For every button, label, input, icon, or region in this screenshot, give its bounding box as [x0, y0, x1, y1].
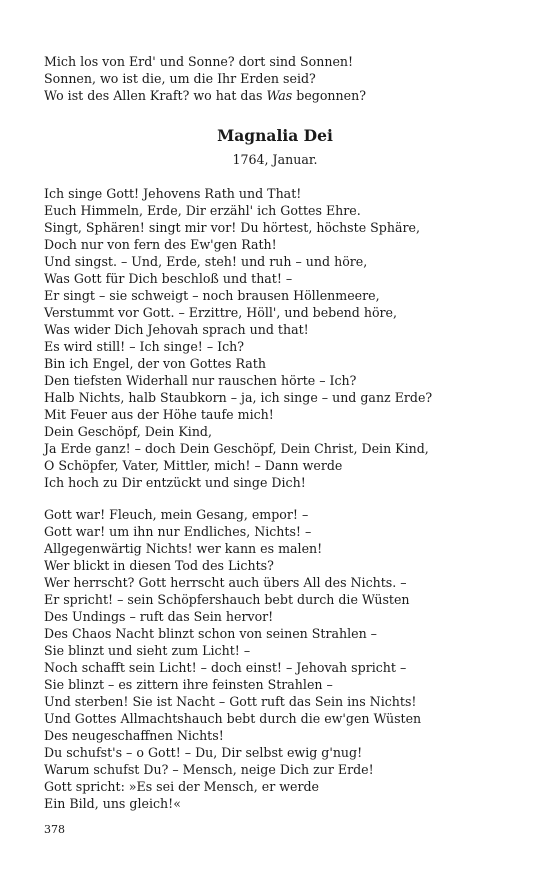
verse-line: Ein Bild, uns gleich!«: [44, 796, 181, 811]
verse-line: Des Undings – ruft das Sein hervor!: [44, 609, 274, 624]
verse-line: Ja Erde ganz! – doch Dein Geschöpf, Dein Christ, Dein Kind,: [44, 441, 429, 456]
verse-line: Halb Nichts, halb Staubkorn – ja, ich singe – und ganz Erde?: [44, 390, 433, 405]
emphasis-word: Was: [266, 88, 293, 103]
verse-line: Sie blinzt und sieht zum Licht! –: [44, 643, 251, 658]
verse-line: Singt, Sphären! singt mir vor! Du hörtest, höchste Sphäre,: [44, 220, 420, 235]
verse-line: Wer blickt in diesen Tod des Lichts?: [44, 558, 274, 573]
verse-line: Es wird still! – Ich singe! – Ich?: [44, 339, 245, 354]
verse-line: Gott war! Fleuch, mein Gesang, empor! –: [44, 507, 309, 522]
verse-line: Sie blinzt – es zittern ihre feinsten Strahlen –: [44, 677, 333, 692]
verse-line: Gott war! um ihn nur Endliches, Nichts! –: [44, 524, 312, 539]
verse-line: Gott spricht: »Es sei der Mensch, er werde: [44, 779, 319, 794]
verse-line: Bin ich Engel, der von Gottes Rath: [44, 356, 266, 371]
verse-line: Wo ist des Allen Kraft? wo hat das Was begonnen?: [44, 88, 366, 103]
verse-line: Er spricht! – sein Schöpfershauch bebt durch die Wüsten: [44, 592, 410, 607]
verse-line: Und sterben! Sie ist Nacht – Gott ruft das Sein ins Nichts!: [44, 694, 417, 709]
verse-line: Mit Feuer aus der Höhe taufe mich!: [44, 407, 274, 422]
poem-title: Magnalia Dei: [217, 126, 333, 145]
verse-line: Des neugeschaffnen Nichts!: [44, 728, 224, 743]
verse-line: Er singt – sie schweigt – noch brausen Höllenmeere,: [44, 288, 380, 303]
verse-line: Den tiefsten Widerhall nur rauschen hörte – Ich?: [44, 373, 357, 388]
verse-line: Warum schufst Du? – Mensch, neige Dich zur Erde!: [44, 762, 374, 777]
verse-line: Ich hoch zu Dir entzückt und singe Dich!: [44, 475, 306, 490]
verse-line: Des Chaos Nacht blinzt schon von seinen Strahlen –: [44, 626, 377, 641]
verse-line: Was wider Dich Jehovah sprach und that!: [44, 322, 309, 337]
poem-date: 1764, Januar.: [232, 152, 318, 167]
verse-line: Und Gottes Allmachtshauch bebt durch die ew'gen Wüsten: [44, 711, 422, 726]
verse-line: Was Gott für Dich beschloß und that! –: [44, 271, 293, 286]
verse-line: Verstummt vor Gott. – Erzittre, Höll', und bebend höre,: [44, 305, 398, 320]
verse-line: Dein Geschöpf, Dein Kind,: [44, 424, 212, 439]
verse-line: Und singst. – Und, Erde, steh! und ruh – und höre,: [44, 254, 368, 269]
verse-line: Doch nur von fern des Ew'gen Rath!: [44, 237, 277, 252]
verse-line: Allgegenwärtig Nichts! wer kann es malen!: [44, 541, 323, 556]
page-number: 378: [44, 823, 65, 836]
verse-line: O Schöpfer, Vater, Mittler, mich! – Dann werde: [44, 458, 343, 473]
verse-line: Mich los von Erd' und Sonne? dort sind Sonnen!: [44, 54, 354, 69]
verse-line: Euch Himmeln, Erde, Dir erzähl' ich Gottes Ehre.: [44, 203, 361, 218]
verse-line: Wer herrscht? Gott herrscht auch übers All des Nichts. –: [44, 575, 407, 590]
verse-line: Sonnen, wo ist die, um die Ihr Erden seid?: [44, 71, 316, 86]
verse-line: Ich singe Gott! Jehovens Rath und That!: [44, 186, 302, 201]
verse-line: Noch schafft sein Licht! – doch einst! – Jehovah spricht –: [44, 660, 407, 675]
verse-line: Du schufst's – o Gott! – Du, Dir selbst ewig g'nug!: [44, 745, 363, 760]
